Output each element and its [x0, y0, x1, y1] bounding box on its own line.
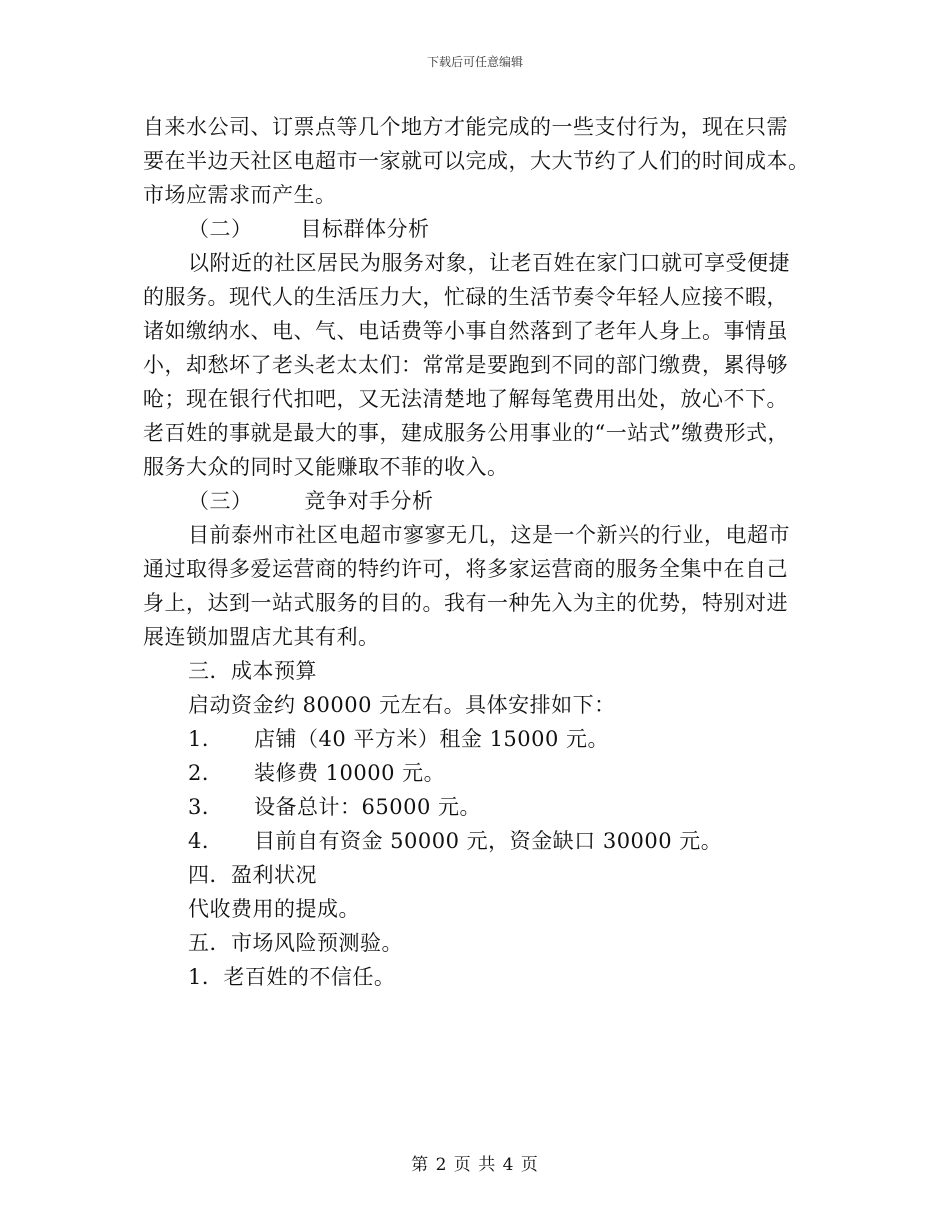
paragraph-1-line-3: 市场应需求而产生。	[143, 183, 337, 207]
paragraph-2-line-6: 老百姓的事就是最大的事，建成服务公用事业的“一站式”缴费形式，	[143, 421, 789, 445]
section-2-title: 目标群体分析	[300, 217, 430, 241]
heading-cost-budget: 三．成本预算	[188, 659, 317, 683]
paragraph-2-line-1: 以附近的社区居民为服务对象，让老百姓在家门口就可享受便捷	[188, 251, 790, 275]
cost-item-index: 2．	[188, 761, 224, 785]
cost-item	[143, 824, 823, 858]
paragraph-2-line-2: 的服务。现代人的生活压力大，忙碌的生活节奏令年轻人应接不暇，	[143, 285, 788, 309]
profit-text: 代收费用的提成。	[188, 897, 360, 921]
paragraph-2-line-5: 呛；现在银行代扣吧，又无法清楚地了解每笔费用出处，放心不下。	[143, 387, 788, 411]
cost-item	[143, 756, 823, 790]
cost-item-index: 4．	[188, 829, 224, 853]
document-body	[143, 110, 823, 994]
section-3-number: （三）	[188, 489, 253, 513]
heading-profit: 四．盈利状况	[188, 863, 317, 887]
paragraph-3-line-2: 通过取得多爱运营商的特约许可，将多家运营商的服务全集中在自己	[143, 557, 788, 581]
cost-item-text: 店铺（40 平方米）租金 15000 元。	[254, 727, 610, 751]
cost-item-text: 装修费 10000 元。	[254, 761, 446, 785]
paragraph-3-line-4: 展连锁加盟店尤其有利。	[143, 625, 380, 649]
paragraph-1-line-1: 自来水公司、订票点等几个地方才能完成的一些支付行为，现在只需	[143, 115, 788, 139]
cost-item-text: 设备总计：65000 元。	[254, 795, 481, 819]
paragraph-3-line-3: 身上，达到一站式服务的目的。我有一种先入为主的优势，特别对进	[143, 591, 788, 615]
cost-item-index: 3．	[188, 795, 224, 819]
header-note: 下载后可任意编辑	[426, 55, 523, 69]
paragraph-3-line-1: 目前泰州市社区电超市寥寥无几，这是一个新兴的行业，电超市	[188, 523, 790, 547]
section-2-number: （二）	[188, 217, 253, 241]
section-3-title: 竞争对手分析	[304, 489, 434, 513]
cost-item	[143, 790, 823, 824]
cost-item	[143, 722, 823, 756]
page-number-footer: 第 2 页 共 4 页	[411, 1155, 539, 1175]
risk-item-1: 1．老百姓的不信任。	[188, 965, 396, 989]
heading-risk: 五．市场风险预测验。	[188, 931, 403, 955]
cost-intro: 启动资金约 80000 元左右。具体安排如下：	[188, 693, 616, 717]
section-3-heading	[143, 484, 823, 518]
cost-item-index: 1．	[188, 727, 224, 751]
paragraph-2-line-3: 诸如缴纳水、电、气、电话费等小事自然落到了老年人身上。事情虽	[143, 319, 788, 343]
cost-item-text: 目前自有资金 50000 元，资金缺口 30000 元。	[254, 829, 723, 853]
paragraph-1-line-2: 要在半边天社区电超市一家就可以完成，大大节约了人们的时间成本。	[143, 149, 810, 173]
section-2-heading	[143, 212, 823, 246]
paragraph-2-line-7: 服务大众的同时又能赚取不菲的收入。	[143, 455, 509, 479]
paragraph-2-line-4: 小，却愁坏了老头老太太们：常常是要跑到不同的部门缴费，累得够	[143, 353, 788, 377]
